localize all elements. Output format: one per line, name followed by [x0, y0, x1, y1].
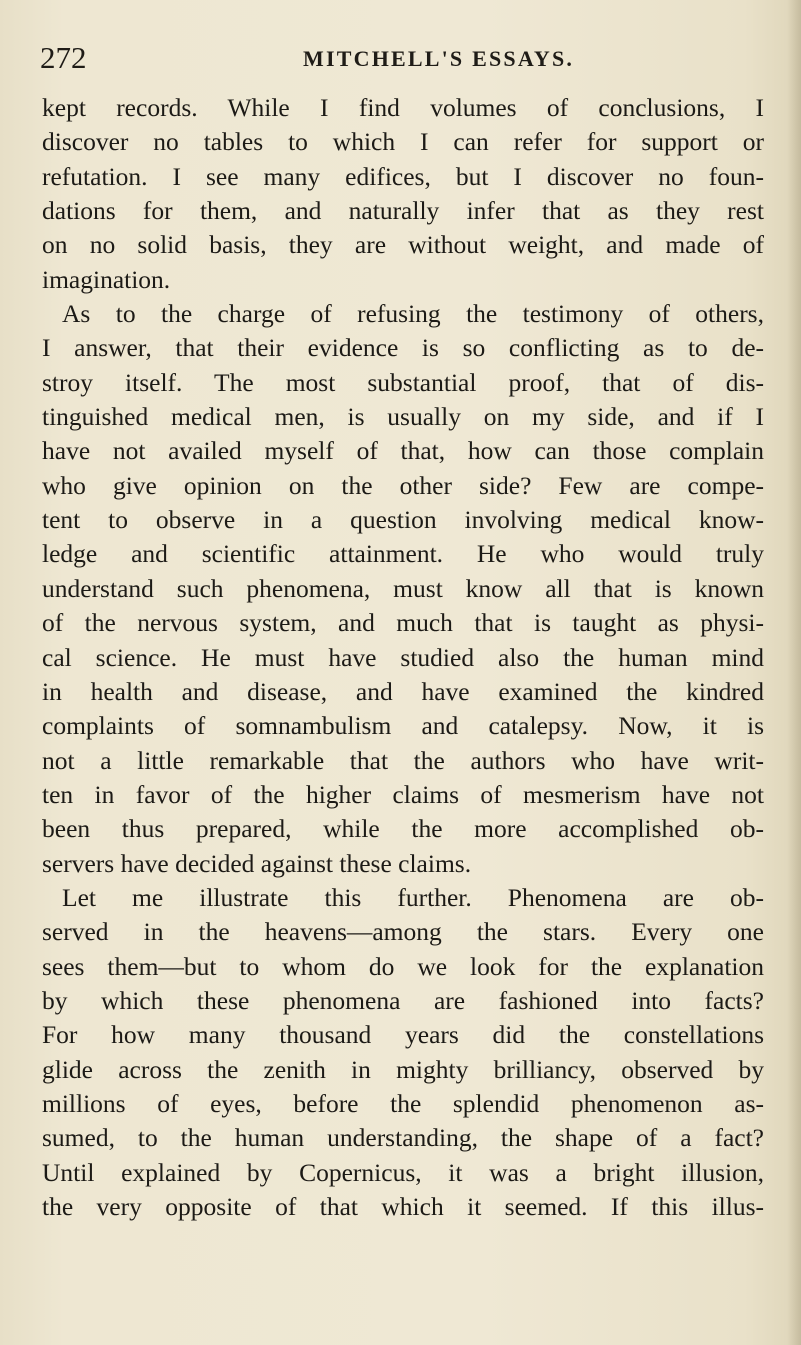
text-line: kept records. While I find volumes of conclusions, I	[42, 93, 764, 122]
text-line: discover no tables to which I can refer for support or	[42, 127, 764, 157]
text-line: not a little remarkable that the authors who have writ-	[42, 745, 764, 775]
text-line: served in the heavens—among the stars. Every one	[42, 917, 764, 947]
text-line: have not availed myself of that, how can those complain	[42, 436, 764, 466]
text-line: who give opinion on the other side? Few are compe-	[42, 470, 764, 500]
text-line: cal science. He must have studied also the human mind	[42, 642, 764, 672]
text-line: Until explained by Copernicus, it was a bright illusion,	[42, 1157, 764, 1187]
text-line: sumed, to the human understanding, the shape of a fact?	[42, 1123, 764, 1153]
text-line: of the nervous system, and much that is taught as physi-	[42, 608, 764, 638]
page-header	[40, 38, 760, 78]
text-line: sees them—but to whom do we look for the explanation	[42, 951, 764, 981]
text-line: complaints of somnambulism and catalepsy. Now, it is	[42, 711, 764, 741]
text-line: glide across the zenith in mighty brilliancy, observed by	[42, 1054, 764, 1084]
text-line: refutation. I see many edifices, but I discover no foun-	[42, 161, 764, 191]
text-line: the very opposite of that which it seemed. If this illus-	[42, 1192, 764, 1221]
text-line: tinguished medical men, is usually on my side, and if I	[42, 402, 764, 432]
text-line: tent to observe in a question involving medical know-	[42, 505, 764, 535]
text-line: been thus prepared, while the more accomplished ob-	[42, 814, 764, 844]
text-line: imagination.	[42, 264, 171, 294]
text-line: understand such phenomena, must know all that is known	[42, 573, 764, 603]
text-line: I answer, that their evidence is so conflicting as to de-	[42, 333, 764, 363]
page-number: 272	[40, 40, 87, 75]
text-line: stroy itself. The most substantial proof, that of dis-	[42, 367, 764, 397]
text-line: Let me illustrate this further. Phenomena are ob-	[62, 882, 764, 912]
text-line: As to the charge of refusing the testimony of others,	[62, 299, 764, 329]
text-line: ledge and scientific attainment. He who would truly	[42, 539, 764, 569]
text-line: millions of eyes, before the splendid phenomenon as-	[42, 1088, 764, 1118]
text-line: by which these phenomena are fashioned into facts?	[42, 985, 764, 1015]
page-edge-shadow	[787, 0, 801, 1345]
running-head: MITCHELL'S ESSAYS.	[303, 46, 575, 71]
text-line: ten in favor of the higher claims of mesmerism have not	[42, 779, 764, 809]
text-line: on no solid basis, they are without weight, and made of	[42, 230, 764, 260]
text-line: in health and disease, and have examined the kindred	[42, 676, 764, 706]
text-line: servers have decided against these claims.	[42, 848, 472, 878]
text-line: For how many thousand years did the constellations	[42, 1020, 764, 1050]
body-text	[42, 91, 764, 1224]
text-line: dations for them, and naturally infer that as they rest	[42, 196, 764, 226]
